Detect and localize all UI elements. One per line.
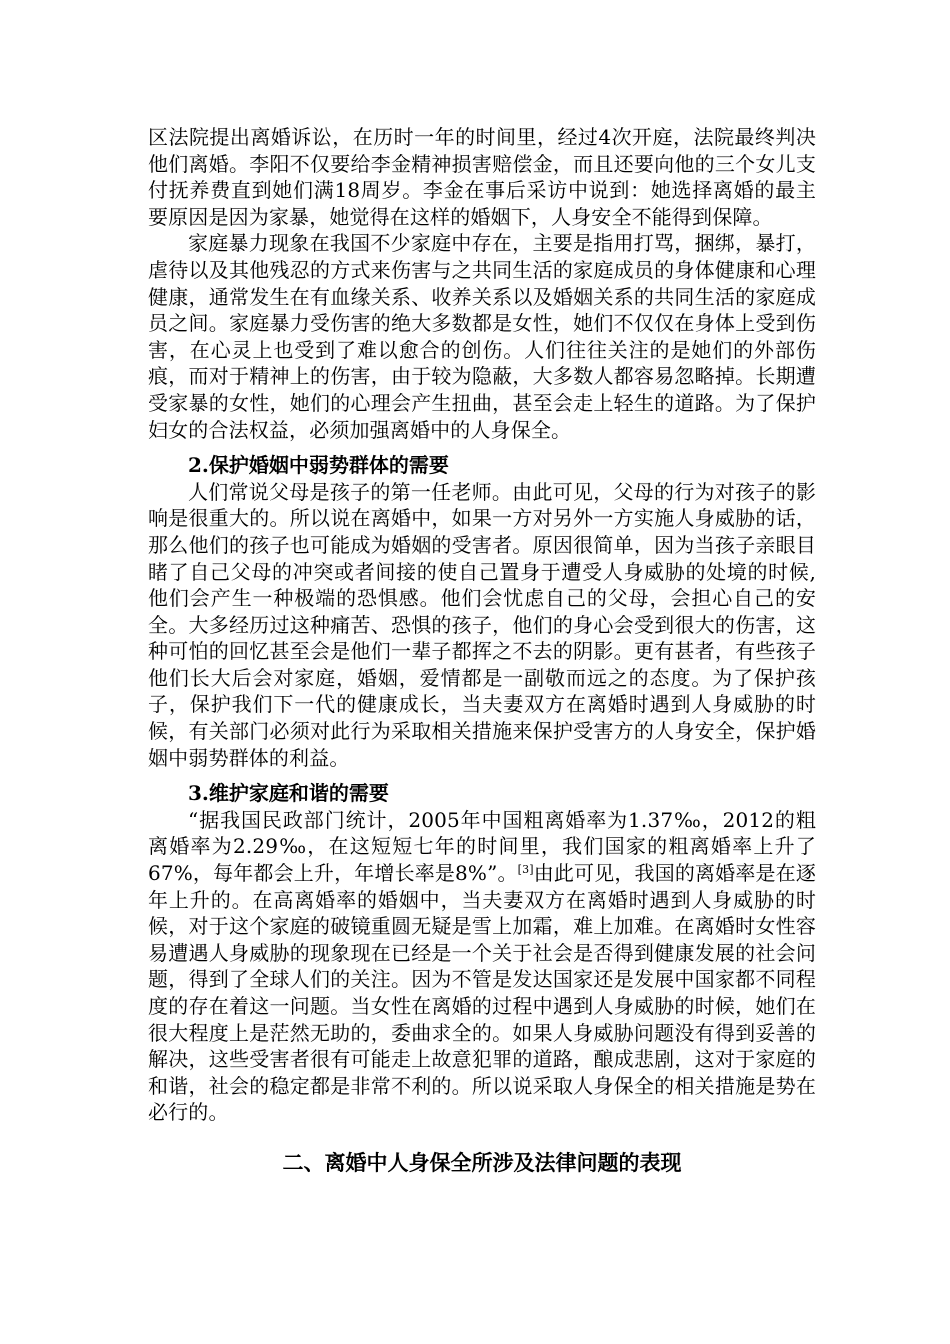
statistics-quote: “据我国民政部门统计，2005年中国粗离婚率为1.37‰，2012的粗离婚率为2.29‰，在这短短七年的时间里，我们国家的粗离婚率上升了67%，每年都会上升，年增长率是8%”。 <box>148 807 816 886</box>
paragraph-case-outcome: 区法院提出离婚诉讼，在历时一年的时间里，经过4次开庭，法院最终判决他们离婚。李阳不仅要给李金精神损害赔偿金，而且还要向他的三个女儿支付抚养费直到她们满18周岁。李金在事后采访中说到：她选择离婚的最主要原因是因为家暴，她觉得在这样的婚姻下，人身安全不能得到保障。 <box>148 125 816 229</box>
citation-reference[interactable]: [3] <box>517 863 534 877</box>
paragraph-domestic-violence: 家庭暴力现象在我国不少家庭中存在，主要是指用打骂，捆绑，暴打，虐待以及其他残忍的方式来伤害与之共同生活的家庭成员的身体健康和心理健康，通常发生在有血缘关系、收养关系以及婚姻关系的共同生活的家庭成员之间。家庭暴力受伤害的绝大多数都是女性，她们不仅仅在身体上受到伤害，在心灵上也受到了难以愈合的创伤。人们往往关注的是她们的外部伤痕，而对于精神上的伤害，由于较为隐蔽，大多数人都容易忽略掉。长期遭受家暴的女性，她们的心理会产生扭曲，甚至会走上轻生的道路。为了保护妇女的合法权益，必须加强离婚中的人身保全。 <box>148 231 816 442</box>
paragraph-divorce-statistics <box>148 807 816 1126</box>
document-body <box>148 124 816 1177</box>
paragraph-children-impact: 人们常说父母是孩子的第一任老师。由此可见，父母的行为对孩子的影响是很重大的。所以说在离婚中，如果一方对另外一方实施人身威胁的话，那么他们的孩子也可能成为婚姻的受害者。原因很简单，因为当孩子亲眼目睹了自己父母的冲突或者间接的使自己置身于遭受人身威胁的处境的时候,他们会产生一种极端的恐惧感。他们会忧虑自己的父母，会担心自己的安全。大多经历过这种痛苦、恐惧的孩子，他们的身心会受到很大的伤害，这种可怕的回忆甚至会是他们一辈子都挥之不去的阴影。更有甚者，有些孩子他们长大后会对家庭，婚姻，爱情都是一副敬而远之的态度。为了保护孩子，保护我们下一代的健康成长，当夫妻双方在离婚时遇到人身威胁的时候，有关部门必须对此行为采取相关措施来保护受害方的人身安全，保护婚姻中弱势群体的利益。 <box>148 479 816 770</box>
subheading-protect-vulnerable: 2.保护婚姻中弱势群体的需要 <box>188 453 449 478</box>
statistics-conclusion: 由此可见，我国的离婚率是在逐年上升的。在高离婚率的婚姻中，当夫妻双方在离婚时遇到人身威胁的时候，对于这个家庭的破镜重圆无疑是雪上加霜，难上加难。在离婚时女性容易遭遇人身威胁的现象现在已经是一个关于社会是否得到健康发展的社会问题，得到了全球人们的关注。因为不管是发达国家还是发展中国家都不同程度的存在着这一问题。当女性在离婚的过程中遇到人身威胁的时候，她们在很大程度上是茫然无助的，委曲求全的。如果人身威胁问题没有得到妥善的解决，这些受害者很有可能走上故意犯罪的道路，酿成悲剧，这对于家庭的和谐，社会的稳定都是非常不利的。所以说采取人身保全的相关措施是势在必行的。 <box>148 861 816 1125</box>
subheading-family-harmony: 3.维护家庭和谐的需要 <box>188 781 389 806</box>
section-title: 二、离婚中人身保全所涉及法律问题的表现 <box>282 1149 682 1175</box>
